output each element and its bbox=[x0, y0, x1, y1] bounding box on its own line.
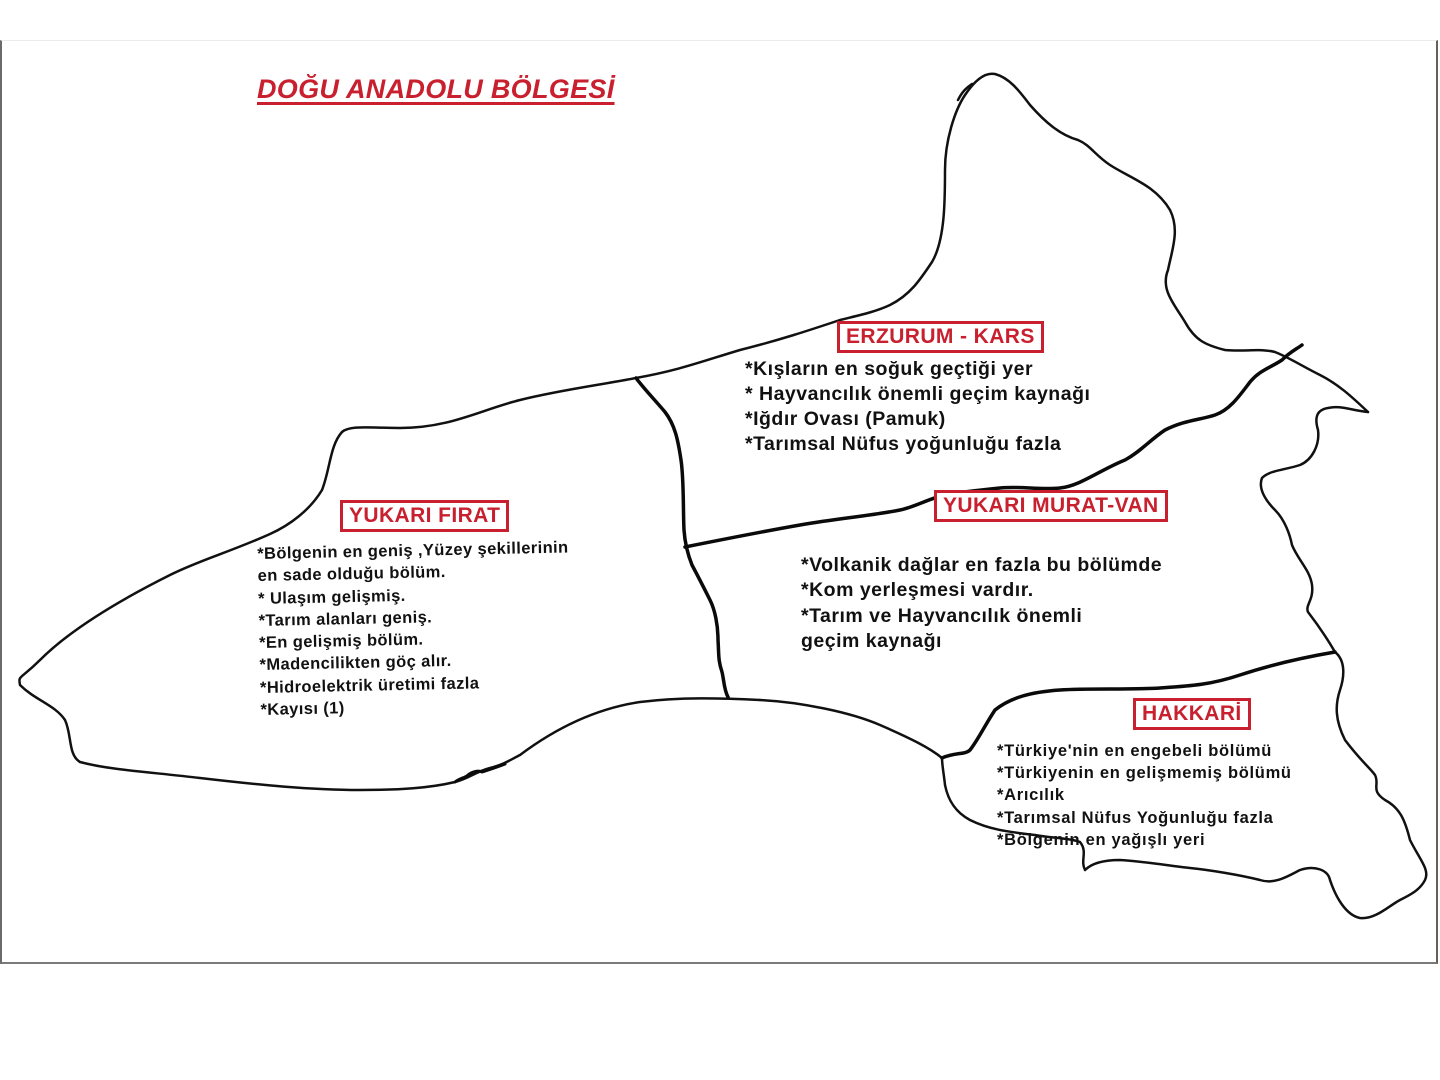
fact-item: *Tarımsal Nüfus Yoğunluğu fazla bbox=[997, 808, 1274, 827]
fact-item: *Arıcılık bbox=[997, 786, 1065, 805]
region-facts-hakkari bbox=[997, 740, 1292, 851]
fact-item: *Volkanik dağlar en fazla bu bölümde bbox=[801, 554, 1163, 576]
fact-item: *Kışların en soğuk geçtiği yer bbox=[745, 358, 1034, 380]
page-title: DOĞU ANADOLU BÖLGESİ bbox=[257, 74, 615, 104]
fact-item: *Türkiyenin en gelişmemiş bölümü bbox=[997, 764, 1292, 783]
outer-boundary-east bbox=[1261, 407, 1368, 652]
outer-boundary-notch bbox=[958, 84, 972, 100]
region-facts-erzurum-kars bbox=[745, 357, 1090, 457]
fact-item: *Tarımsal Nüfus yoğunluğu fazla bbox=[745, 433, 1062, 455]
fact-item: geçim kaynağı bbox=[801, 629, 942, 652]
fact-item: *Tarım ve Hayvancılık önemli bbox=[801, 604, 1083, 627]
fact-item: *Bölgenin en yağışlı yeri bbox=[997, 830, 1206, 849]
fact-item: *Türkiye'nin en engebeli bölümü bbox=[997, 742, 1272, 760]
fact-item: *Iğdır Ovası (Pamuk) bbox=[745, 408, 946, 430]
fact-item: *Kom yerleşmesi vardır. bbox=[801, 579, 1034, 602]
region-label-hakkari: HAKKARİ bbox=[1133, 698, 1251, 730]
region-label-erzurum-kars: ERZURUM - KARS bbox=[837, 321, 1044, 353]
fact-item: en sade olduğu bölüm. bbox=[257, 563, 446, 586]
fact-item: *Bölgenin en geniş ,Yüzey şekillerinin bbox=[257, 538, 569, 563]
south-boundary bbox=[760, 700, 942, 758]
region-facts-yukari-firat bbox=[257, 536, 572, 721]
region-facts-yukari-murat-van bbox=[801, 553, 1162, 654]
fact-item: *Madencilikten göç alır. bbox=[259, 652, 452, 675]
fact-item: * Ulaşım gelişmiş. bbox=[257, 586, 406, 608]
fact-item: *Hidroelektrik üretimi fazla bbox=[259, 674, 480, 697]
boundary-firat-east bbox=[636, 378, 728, 697]
fact-item: *En gelişmiş bölüm. bbox=[258, 630, 424, 653]
fact-item: * Hayvancılık önemli geçim kaynağı bbox=[745, 383, 1091, 405]
fact-item: *Kayısı (1) bbox=[260, 699, 345, 720]
boundary-jag bbox=[455, 764, 505, 782]
fact-item: *Tarım alanları geniş. bbox=[258, 608, 433, 630]
region-label-yukari-murat-van: YUKARI MURAT-VAN bbox=[934, 490, 1168, 522]
region-label-yukari-firat: YUKARI FIRAT bbox=[340, 500, 509, 532]
